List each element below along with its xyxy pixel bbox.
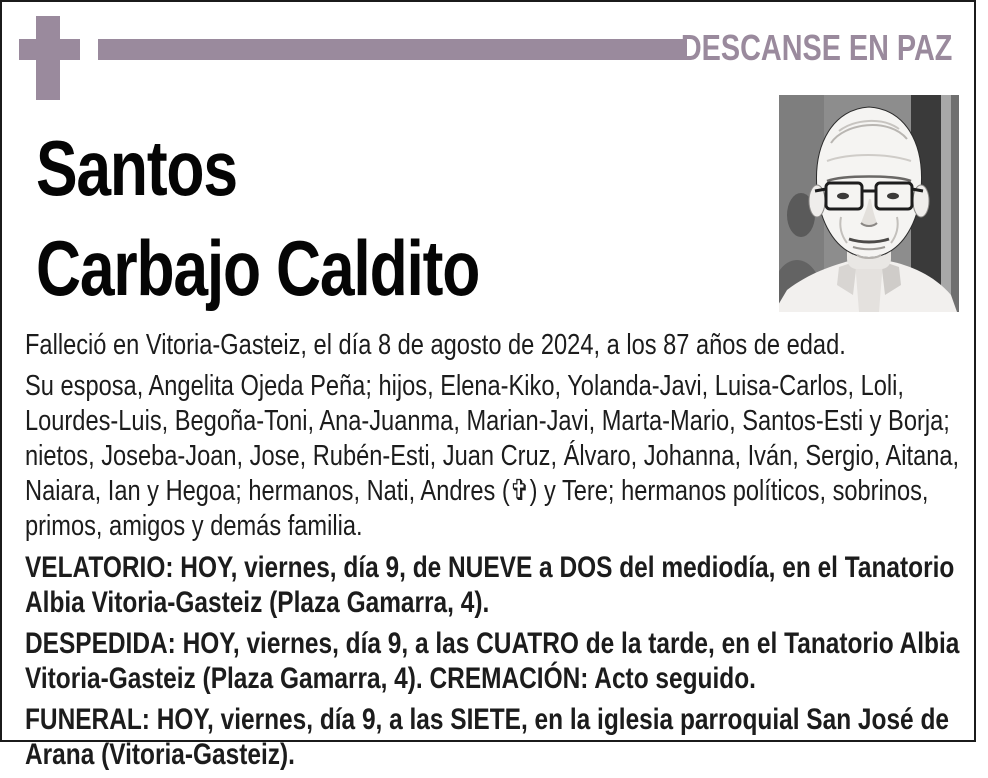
funeral-info: FUNERAL: HOY, viernes, día 9, a las SIETE, en la iglesia parroquial San José de Arana (Vitoria-Gasteiz).	[25, 703, 949, 771]
wake-info: VELATORIO: HOY, viernes, día 9, de NUEVE a DOS del mediodía, en el Tanatorio Albia Vitoria-Gasteiz (Plaza Gamarra, 4).	[25, 551, 955, 619]
deceased-name-line1: Santos	[36, 124, 237, 212]
family-list: Su esposa, Angelita Ojeda Peña; hijos, Elena-Kiko, Yolanda-Javi, Luisa-Carlos, Loli, Lourdes-Luis, Begoña-Toni, Ana-Juanma, Marian-Javi, Marta-Mario, Santos-Esti y Borja; nietos, Joseba-Joan, Jose, Rubén-Esti, Juan Cruz, Álvaro, Johanna, Iván, Sergio, Aitana, Naiara, Ian y Hegoa; hermanos, Nati, Andres (✞) y Tere; hermanos políticos, sobrinos, primos, amigos y demás familia.	[25, 370, 960, 542]
rip-text: DESCANSE EN PAZ	[680, 27, 952, 68]
deceased-name-line2: Carbajo Caldito	[36, 224, 480, 312]
death-announcement: Falleció en Vitoria-Gasteiz, el día 8 de agosto de 2024, a los 87 años de edad.	[25, 329, 846, 361]
obituary-text	[25, 328, 977, 778]
portrait-photo	[779, 95, 959, 312]
header-rule	[98, 39, 687, 60]
memorial-cross-icon-horizontal	[19, 39, 80, 60]
deceased-name	[36, 118, 479, 318]
portrait-photo-art	[779, 95, 959, 312]
farewell-info: DESPEDIDA: HOY, viernes, día 9, a las CUATRO de la tarde, en el Tanatorio Albia Vitoria-Gasteiz (Plaza Gamarra, 4). CREMACIÓN: Acto seguido.	[25, 627, 960, 695]
